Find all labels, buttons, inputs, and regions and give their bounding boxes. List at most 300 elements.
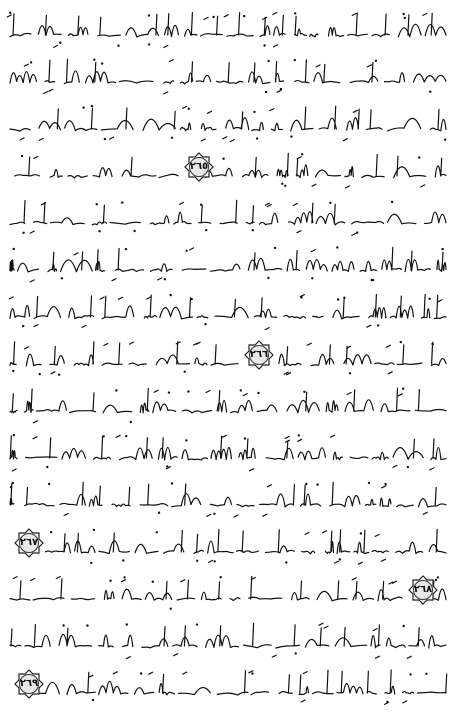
letter-stem: [296, 251, 297, 270]
word-stroke: [70, 411, 96, 413]
diacritic-mark: [303, 672, 307, 674]
word-stroke: [104, 590, 114, 599]
letter-stem: [27, 488, 28, 505]
word-stroke: [255, 309, 277, 317]
diacritic-dot: [46, 466, 48, 468]
diacritic-mark: [169, 60, 173, 62]
word-stroke: [248, 258, 282, 270]
diacritic-dot: [256, 137, 258, 139]
letter-stem: [187, 580, 188, 599]
page-text-lines: [6, 4, 450, 709]
word-stroke: [226, 118, 249, 130]
diacritic-dot: [409, 673, 411, 675]
diacritic-mark: [347, 393, 351, 395]
diacritic-dot: [92, 699, 94, 701]
diacritic-mark: [51, 372, 55, 374]
diacritic-dot: [377, 324, 379, 326]
letter-stem: [293, 485, 294, 505]
letter-stem: [150, 295, 151, 317]
diacritic-mark: [82, 325, 86, 327]
diacritic-mark: [398, 394, 402, 396]
word-stroke: [244, 645, 272, 648]
word-stroke: [201, 124, 216, 131]
diacritic-mark: [34, 157, 38, 159]
diacritic-mark: [324, 626, 328, 628]
text-line: [6, 192, 450, 239]
word-stroke: [287, 259, 300, 271]
ayah-number-marker: [244, 340, 274, 370]
word-stroke: [156, 355, 189, 365]
diacritic-dot: [243, 15, 245, 17]
word-stroke: [295, 29, 307, 35]
diacritic-mark: [352, 578, 356, 580]
word-stroke: [295, 81, 309, 83]
diacritic-mark: [164, 92, 168, 94]
word-stroke: [415, 410, 446, 412]
diacritic-dot: [168, 391, 170, 393]
diacritic-mark: [113, 672, 117, 674]
word-stroke: [71, 598, 94, 599]
letter-stem: [378, 625, 379, 646]
diacritic-mark: [74, 253, 78, 255]
word-stroke: [397, 363, 422, 365]
word-stroke: [172, 494, 201, 507]
letter-stem: [288, 675, 289, 693]
word-stroke: [352, 221, 384, 223]
diacritic-dot: [407, 466, 409, 468]
letter-stem: [29, 157, 30, 176]
diacritic-dot: [30, 61, 32, 63]
word-stroke: [92, 222, 106, 225]
word-stroke: [354, 542, 369, 553]
diacritic-mark: [112, 279, 116, 281]
word-stroke: [385, 73, 405, 83]
word-stroke: [26, 354, 41, 366]
letter-stem: [343, 297, 344, 317]
diacritic-mark: [7, 15, 11, 17]
word-stroke: [305, 639, 329, 647]
word-stroke: [310, 34, 318, 37]
word-stroke: [369, 308, 386, 319]
letter-stem: [338, 581, 339, 599]
word-stroke: [159, 684, 174, 695]
letter-stem: [217, 16, 218, 35]
letter-stem: [219, 391, 220, 411]
diacritic-dot: [185, 250, 187, 252]
diacritic-mark: [222, 435, 226, 437]
diacritic-mark: [207, 514, 211, 516]
letter-stem: [218, 530, 219, 552]
letter-stem: [278, 530, 279, 552]
letter-stem: [91, 108, 92, 129]
diacritic-mark: [44, 92, 48, 94]
diacritic-mark: [20, 138, 24, 140]
word-stroke: [210, 497, 231, 506]
word-stroke: [344, 355, 371, 365]
diacritic-mark: [430, 468, 434, 470]
diacritic-mark: [49, 89, 53, 91]
diacritic-mark: [180, 202, 184, 204]
diacritic-dot: [101, 62, 103, 64]
word-stroke: [398, 24, 421, 37]
diacritic-mark: [30, 231, 34, 233]
diacritic-mark: [224, 15, 228, 17]
diacritic-mark: [298, 439, 302, 441]
word-stroke: [291, 120, 313, 131]
diacritic-mark: [54, 45, 58, 47]
diacritic-dot: [133, 230, 135, 232]
word-stroke: [277, 169, 288, 177]
word-stroke: [306, 260, 327, 271]
diacritic-mark: [243, 394, 247, 396]
diacritic-mark: [353, 110, 357, 112]
ayah-number-marker: [14, 669, 44, 699]
word-stroke: [208, 541, 234, 553]
diacritic-mark: [407, 656, 411, 658]
diacritic-dot: [39, 373, 41, 375]
letter-stem: [305, 60, 306, 82]
ayah-number: ٢٦٦: [249, 349, 269, 360]
diacritic-dot: [184, 371, 186, 373]
letter-stem: [294, 625, 295, 646]
word-stroke: [10, 222, 25, 224]
word-stroke: [10, 260, 14, 272]
letter-stem: [431, 13, 432, 35]
diacritic-mark: [250, 469, 254, 471]
word-stroke: [329, 27, 344, 36]
diacritic-dot: [222, 158, 224, 160]
word-stroke: [257, 405, 277, 412]
word-stroke: [160, 307, 193, 319]
diacritic-dot: [429, 91, 431, 93]
handwritten-line-glyphs: [6, 568, 450, 615]
diacritic-dot: [156, 531, 158, 533]
diacritic-mark: [64, 514, 68, 516]
word-stroke: [185, 29, 197, 36]
word-stroke: [394, 167, 426, 178]
diacritic-dot: [86, 624, 88, 626]
letter-stem: [236, 200, 237, 223]
diacritic-mark: [323, 531, 327, 533]
word-stroke: [417, 692, 446, 693]
word-stroke: [10, 305, 30, 318]
word-stroke: [390, 306, 413, 318]
diacritic-mark: [121, 580, 125, 582]
diacritic-dot: [400, 341, 402, 343]
diacritic-dot: [349, 372, 351, 374]
diacritic-mark: [56, 577, 60, 579]
diacritic-mark: [293, 204, 297, 206]
diacritic-mark: [31, 579, 35, 581]
word-stroke: [296, 165, 308, 178]
word-stroke: [46, 543, 71, 553]
diacritic-dot: [403, 625, 405, 627]
letter-stem: [102, 436, 103, 458]
letter-stem: [433, 439, 434, 458]
diacritic-mark: [301, 700, 305, 702]
letter-stem: [219, 582, 220, 599]
letter-stem: [332, 482, 333, 505]
word-stroke: [103, 405, 132, 413]
diacritic-dot: [339, 558, 341, 560]
diacritic-mark: [234, 515, 238, 517]
diacritic-dot: [284, 185, 286, 187]
diacritic-dot: [9, 12, 11, 14]
diacritic-mark: [331, 435, 335, 437]
letter-stem: [253, 624, 254, 647]
letter-stem: [103, 205, 104, 223]
diacritic-mark: [297, 231, 301, 233]
word-stroke: [123, 635, 133, 646]
handwritten-line-glyphs: [6, 474, 450, 521]
diacritic-dot: [91, 105, 93, 107]
ayah-number: ٢٦٩: [19, 678, 39, 689]
diacritic-dot: [301, 153, 303, 155]
word-stroke: [215, 308, 248, 318]
letter-stem: [118, 249, 119, 271]
diacritic-mark: [373, 629, 377, 631]
word-stroke: [313, 692, 334, 694]
diacritic-dot: [295, 652, 297, 654]
letter-stem: [392, 247, 393, 270]
text-line: [6, 568, 450, 615]
letter-stem: [10, 436, 11, 458]
word-stroke: [135, 544, 158, 553]
word-stroke: [99, 635, 114, 647]
letter-stem: [190, 298, 191, 317]
letter-stem: [324, 65, 325, 83]
diacritic-dot: [305, 483, 307, 485]
word-stroke: [319, 118, 336, 129]
diacritic-dot: [200, 204, 202, 206]
word-stroke: [333, 452, 342, 460]
diacritic-dot: [402, 388, 404, 390]
letter-stem: [403, 345, 404, 364]
word-stroke: [112, 504, 130, 506]
diacritic-dot: [115, 389, 117, 391]
word-stroke: [249, 72, 270, 84]
diacritic-dot: [268, 60, 270, 62]
word-stroke: [259, 213, 277, 224]
diacritic-dot: [391, 201, 393, 203]
word-stroke: [325, 541, 333, 553]
diacritic-mark: [311, 250, 315, 252]
word-stroke: [164, 81, 174, 84]
word-stroke: [414, 74, 447, 82]
diacritic-mark: [208, 111, 212, 113]
diacritic-mark: [33, 421, 37, 423]
diacritic-dot: [253, 111, 255, 113]
letter-stem: [441, 158, 442, 176]
diacritic-mark: [316, 65, 320, 67]
diacritic-dot: [329, 202, 331, 204]
diacritic-dot: [404, 17, 406, 19]
diacritic-mark: [423, 13, 427, 15]
diacritic-mark: [181, 580, 185, 582]
diacritic-mark: [190, 248, 194, 250]
word-stroke: [150, 216, 169, 225]
letter-stem: [334, 204, 335, 223]
word-stroke: [74, 355, 93, 366]
word-stroke: [220, 222, 237, 224]
word-stroke: [67, 685, 95, 695]
diacritic-dot: [428, 298, 430, 300]
diacritic-mark: [305, 532, 309, 534]
letter-stem: [242, 531, 243, 552]
letter-stem: [344, 627, 345, 646]
text-line: [6, 51, 450, 98]
letter-stem: [397, 156, 398, 176]
letter-stem: [93, 342, 94, 364]
diacritic-mark: [100, 297, 104, 299]
word-stroke: [289, 212, 313, 225]
diacritic-dot: [360, 532, 362, 534]
word-stroke: [387, 118, 420, 131]
diacritic-dot: [316, 483, 318, 485]
letter-stem: [367, 671, 368, 693]
word-stroke: [333, 310, 359, 319]
letter-stem: [147, 388, 148, 411]
word-stroke: [110, 222, 140, 224]
diacritic-dot: [164, 278, 166, 280]
diacritic-dot: [22, 325, 24, 327]
word-stroke: [68, 176, 87, 178]
diacritic-dot: [121, 201, 123, 203]
letter-stem: [220, 626, 221, 646]
diacritic-dot: [311, 277, 313, 279]
letter-stem: [174, 111, 175, 129]
diacritic-dot: [303, 391, 305, 393]
diacritic-dot: [103, 435, 105, 437]
word-stroke: [432, 359, 447, 366]
letter-stem: [88, 672, 89, 693]
diacritic-mark: [158, 278, 162, 280]
word-stroke: [50, 170, 62, 178]
word-stroke: [26, 457, 57, 458]
letter-stem: [397, 388, 398, 411]
diacritic-dot: [220, 576, 222, 578]
letter-stem: [31, 389, 32, 411]
diacritic-mark: [403, 701, 407, 703]
diacritic-dot: [285, 561, 287, 563]
diacritic-dot: [371, 279, 373, 281]
diacritic-dot: [267, 277, 269, 279]
text-line: [6, 474, 450, 521]
diacritic-dot: [50, 531, 52, 533]
diacritic-dot: [281, 183, 283, 185]
letter-stem: [390, 670, 391, 693]
word-stroke: [115, 269, 143, 271]
word-stroke: [98, 35, 121, 36]
word-stroke: [119, 81, 153, 83]
diacritic-mark: [104, 344, 108, 346]
letter-stem: [34, 625, 35, 646]
letter-stem: [327, 670, 328, 693]
diacritic-mark: [267, 485, 271, 487]
word-stroke: [135, 688, 154, 694]
word-stroke: [195, 358, 207, 365]
letter-stem: [446, 674, 447, 693]
diacritic-mark: [9, 297, 13, 299]
letter-stem: [247, 439, 248, 458]
letter-stem: [82, 482, 83, 505]
diacritic-mark: [183, 672, 187, 674]
word-stroke: [15, 175, 40, 176]
diacritic-mark: [277, 90, 281, 92]
diacritic-mark: [33, 437, 37, 439]
diacritic-mark: [230, 140, 234, 142]
diacritic-mark: [209, 560, 213, 562]
diacritic-mark: [274, 45, 278, 47]
letter-stem: [13, 14, 14, 35]
word-stroke: [260, 494, 294, 507]
word-stroke: [266, 448, 293, 459]
word-stroke: [316, 213, 345, 225]
word-stroke: [347, 118, 359, 131]
text-line: [6, 145, 450, 192]
diacritic-mark: [438, 300, 442, 302]
word-stroke: [25, 635, 50, 647]
diacritic-dot: [166, 465, 168, 467]
ayah-number: ٢٦٨: [413, 584, 433, 595]
diacritic-mark: [39, 138, 43, 140]
diacritic-mark: [30, 280, 34, 282]
ayah-number-marker: [408, 575, 438, 605]
diacritic-mark: [376, 656, 380, 658]
word-stroke: [50, 356, 65, 365]
diacritic-mark: [201, 139, 205, 141]
word-stroke: [332, 262, 354, 272]
ayah-number-marker: [184, 152, 214, 182]
word-stroke: [206, 635, 239, 647]
diacritic-dot: [294, 59, 296, 61]
word-stroke: [174, 212, 191, 224]
diacritic-mark: [421, 185, 425, 187]
letter-stem: [376, 155, 377, 177]
letter-stem: [146, 438, 147, 458]
diacritic-dot: [109, 580, 111, 582]
word-stroke: [25, 503, 55, 505]
word-stroke: [317, 591, 347, 600]
text-line: [6, 521, 450, 568]
diacritic-dot: [431, 343, 433, 345]
word-stroke: [252, 122, 264, 130]
letter-stem: [166, 582, 167, 600]
word-stroke: [380, 498, 391, 507]
word-stroke: [102, 121, 134, 130]
letter-stem: [168, 14, 169, 35]
word-stroke: [372, 551, 388, 553]
word-stroke: [421, 309, 429, 318]
word-stroke: [237, 505, 254, 507]
handwritten-line-glyphs: [6, 427, 450, 474]
diacritic-mark: [352, 233, 356, 235]
handwritten-line-glyphs: [6, 662, 450, 709]
handwritten-line-glyphs: [6, 51, 450, 98]
word-stroke: [271, 123, 282, 130]
letter-stem: [197, 534, 198, 552]
letter-stem: [164, 627, 165, 646]
word-stroke: [99, 681, 128, 694]
word-stroke: [199, 222, 211, 223]
letter-stem: [14, 342, 15, 364]
letter-stem: [191, 13, 192, 35]
diacritic-dot: [212, 16, 214, 18]
word-stroke: [93, 168, 112, 177]
diacritic-dot: [98, 230, 100, 232]
diacritic-dot: [251, 672, 253, 674]
letter-stem: [82, 252, 83, 270]
